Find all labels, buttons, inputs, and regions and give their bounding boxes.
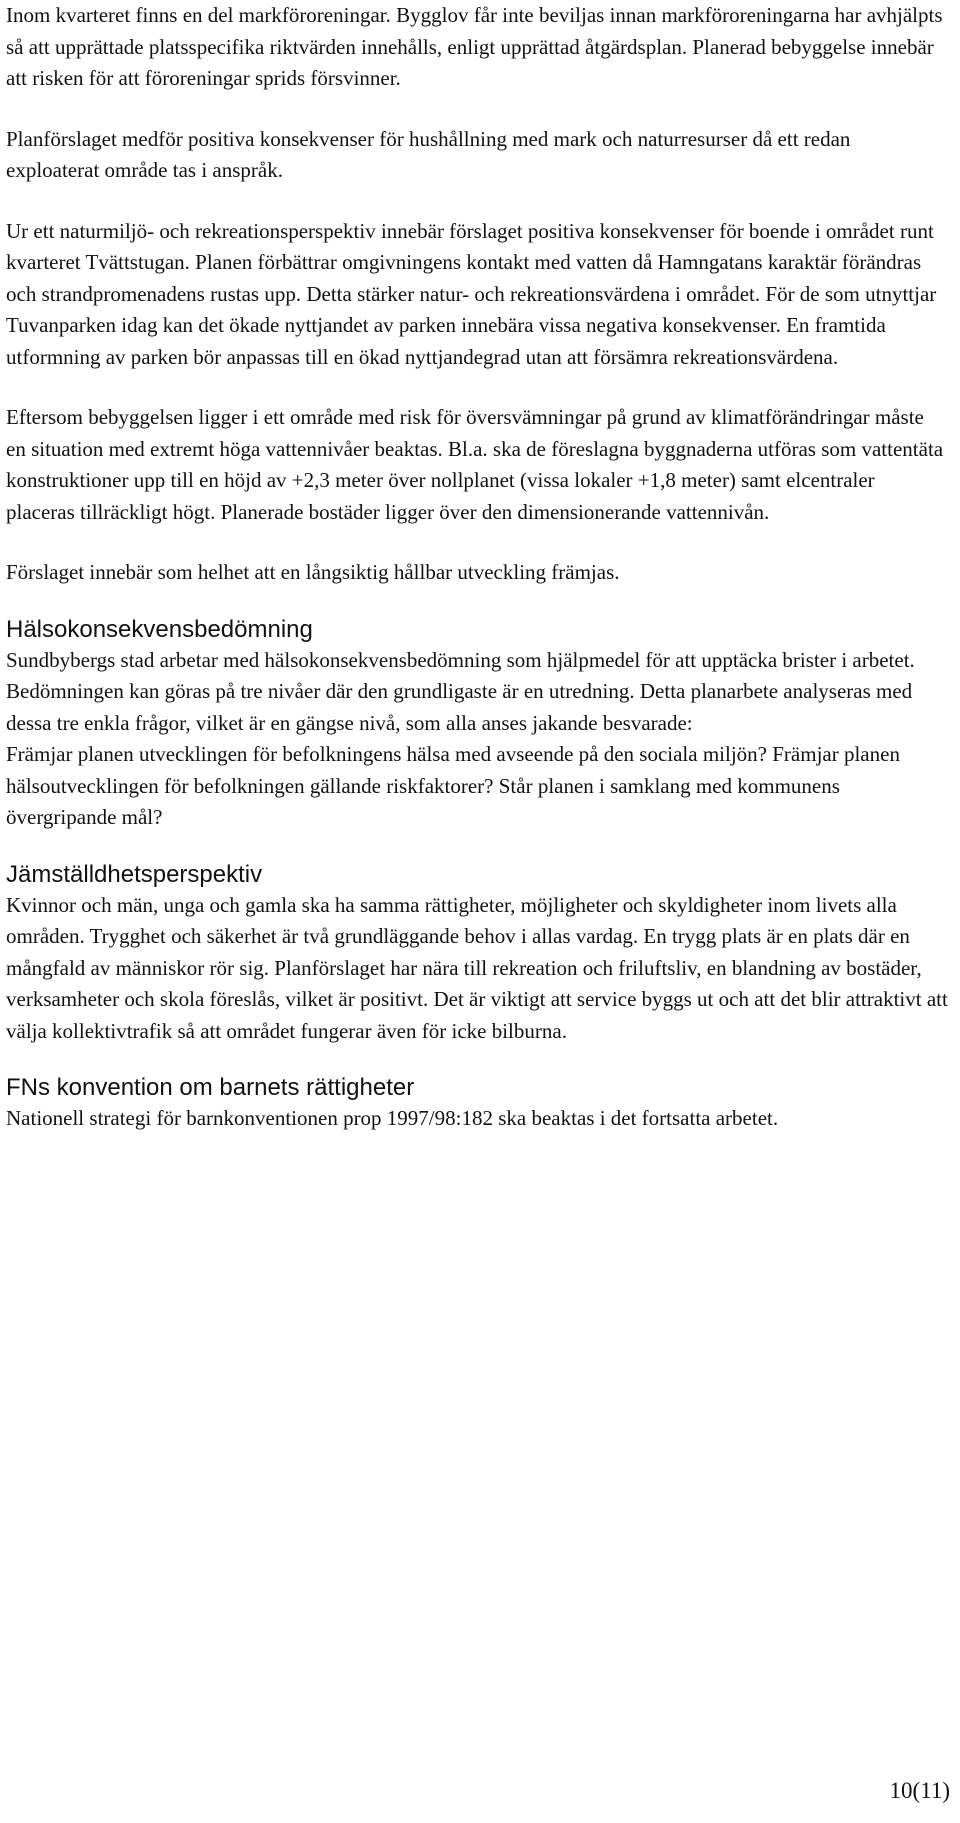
paragraph-flooding: Eftersom bebyggelsen ligger i ett område med risk för översvämningar på grund av klimatförändringar måste en situation med extremt höga vattennivåer beaktas. Bl.a. ska de föreslagna byggnaderna utföras som vattentäta konstruktioner upp till en höjd av +2,3 meter över nollplanet (vissa lokaler +1,8 meter) samt elcentraler placeras tillräckligt högt. Planerade bostäder ligger över den dimensionerande vattennivån.	[6, 405, 944, 524]
paragraph-sustainability: Förslaget innebär som helhet att en långsiktig hållbar utveckling främjas.	[6, 560, 620, 584]
paragraph-health-questions: Främjar planen utvecklingen för befolkningens hälsa med avseende på den sociala miljön? Främjar planen hälsoutvecklingen för befolkningen gällande riskfaktorer? Står planen i samklang med kommunens övergripande mål?	[6, 742, 900, 829]
paragraph-land-use: Planförslaget medför positiva konsekvenser för hushållning med mark och naturresurser då ett redan exploaterat område tas i anspråk.	[6, 126, 851, 182]
page-number: 10(11)	[889, 1778, 950, 1803]
heading-health-assessment: Hälsokonsekvensbedömning	[6, 615, 313, 643]
paragraph-gender-equality: Kvinnor och män, unga och gamla ska ha samma rättigheter, möjligheter och skyldigheter inom livets alla områden. Trygghet och säkerhet är två grundläggande behov i allas vardag. En trygg plats är en plats där en mångfald av människor rör sig. Planförslaget har nära till rekreation och friluftsliv, en blandning av bostäder, verksamheter och skola föreslås, vilket är positivt. Det är viktigt att service byggs ut och att det blir attraktivt att välja kollektivtrafik så att området fungerar även för icke bilburna.	[6, 892, 948, 1043]
paragraph-contamination: Inom kvarteret finns en del markföroreningar. Bygglov får inte beviljas innan markföroreningarna har avhjälpts så att upprättade platsspecifika riktvärden innehålls, enligt upprättad åtgärdsplan. Planerad bebyggelse innebär att risken för att föroreningar sprids försvinner.	[6, 3, 943, 90]
paragraph-health-assessment: Sundbybergs stad arbetar med hälsokonsekvensbedömning som hjälpmedel för att upptäcka brister i arbetet. Bedömningen kan göras på tre nivåer där den grundligaste är en utredning. Detta planarbete analyseras med dessa tre enkla frågor, vilket är en gängse nivå, som alla anses jakande besvarade:	[6, 647, 915, 735]
paragraph-child-rights: Nationell strategi för barnkonventionen prop 1997/98:182 ska beaktas i det fortsatta arbetet.	[6, 1106, 779, 1130]
heading-child-rights: FNs konvention om barnets rättigheter	[6, 1074, 415, 1101]
paragraph-recreation: Ur ett naturmiljö- och rekreationsperspektiv innebär förslaget positiva konsekvenser för boende i området runt kvarteret Tvättstugan. Planen förbättrar omgivningens kontakt med vatten då Hamngatans karaktär förändras och strandpromenadens rustas upp. Detta stärker natur- och rekreationsvärdena i området. För de som utnyttjar Tuvanparken idag kan det ökade nyttjandet av parken innebära vissa negativa konsekvenser. En framtida utformning av parken bör anpassas till en ökad nyttjandegrad utan att försämra rekreationsvärdena.	[6, 218, 937, 369]
heading-gender-equality: Jämställdhetsperspektiv	[6, 860, 263, 888]
